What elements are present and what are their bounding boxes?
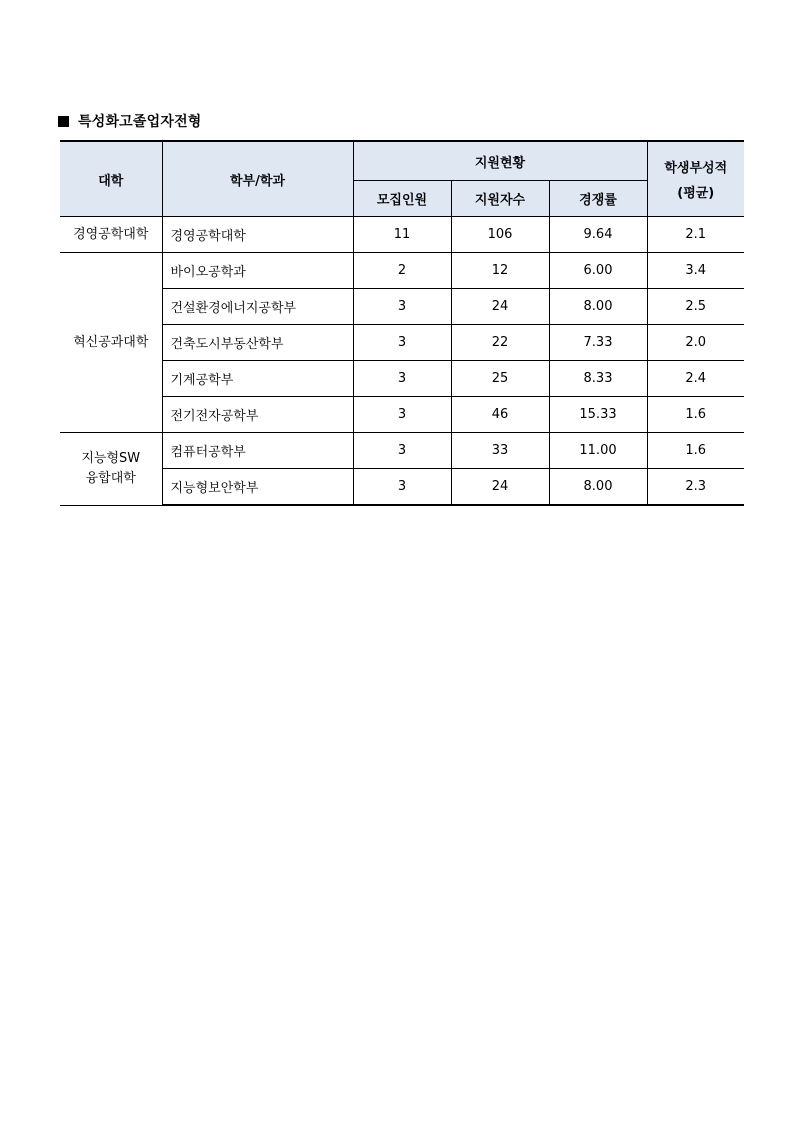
ratio-cell: 8.00 bbox=[549, 289, 647, 325]
college-name-line: 융합대학 bbox=[85, 470, 136, 486]
department-cell: 기계공학부 bbox=[162, 361, 353, 397]
table-row bbox=[60, 361, 744, 397]
header-grade-line2: (평균) bbox=[677, 186, 715, 201]
grade-cell: 1.6 bbox=[647, 433, 744, 469]
header-applicants: 지원자수 bbox=[451, 181, 549, 217]
ratio-cell: 8.33 bbox=[549, 361, 647, 397]
header-grade-line1: 학생부성적 bbox=[664, 161, 728, 176]
college-cell bbox=[60, 433, 162, 506]
quota-cell: 3 bbox=[353, 397, 451, 433]
department-cell: 컴퓨터공학부 bbox=[162, 433, 353, 469]
department-cell: 전기전자공학부 bbox=[162, 397, 353, 433]
quota-cell: 3 bbox=[353, 289, 451, 325]
department-cell: 건설환경에너지공학부 bbox=[162, 289, 353, 325]
table-body bbox=[60, 217, 744, 506]
ratio-cell: 9.64 bbox=[549, 217, 647, 253]
ratio-cell: 7.33 bbox=[549, 325, 647, 361]
table-row bbox=[60, 325, 744, 361]
grade-cell: 2.4 bbox=[647, 361, 744, 397]
applicants-cell: 106 bbox=[451, 217, 549, 253]
section-title bbox=[58, 110, 202, 132]
table-row bbox=[60, 397, 744, 433]
college-name-line: 혁신공과대학 bbox=[73, 334, 149, 350]
college-cell bbox=[60, 253, 162, 433]
header-college: 대학 bbox=[60, 141, 162, 217]
college-name-line: 지능형SW bbox=[81, 450, 141, 466]
header-ratio: 경쟁률 bbox=[549, 181, 647, 217]
quota-cell: 11 bbox=[353, 217, 451, 253]
applicants-cell: 22 bbox=[451, 325, 549, 361]
ratio-cell: 6.00 bbox=[549, 253, 647, 289]
applicants-cell: 24 bbox=[451, 289, 549, 325]
ratio-cell: 11.00 bbox=[549, 433, 647, 469]
header-quota: 모집인원 bbox=[353, 181, 451, 217]
table-row bbox=[60, 433, 744, 469]
quota-cell: 3 bbox=[353, 361, 451, 397]
applicants-cell: 25 bbox=[451, 361, 549, 397]
college-name-line: 경영공학대학 bbox=[73, 226, 149, 242]
quota-cell: 3 bbox=[353, 325, 451, 361]
grade-cell: 2.5 bbox=[647, 289, 744, 325]
department-cell: 건축도시부동산학부 bbox=[162, 325, 353, 361]
section-title-text: 특성화고졸업자전형 bbox=[78, 114, 202, 130]
header-grade bbox=[647, 141, 744, 217]
table-row bbox=[60, 217, 744, 253]
department-cell: 지능형보안학부 bbox=[162, 469, 353, 506]
applicants-cell: 33 bbox=[451, 433, 549, 469]
college-cell bbox=[60, 217, 162, 253]
header-department: 학부/학과 bbox=[162, 141, 353, 217]
applicants-cell: 46 bbox=[451, 397, 549, 433]
quota-cell: 2 bbox=[353, 253, 451, 289]
black-square-icon bbox=[58, 116, 69, 127]
applicants-cell: 24 bbox=[451, 469, 549, 506]
ratio-cell: 8.00 bbox=[549, 469, 647, 506]
grade-cell: 2.3 bbox=[647, 469, 744, 506]
department-cell: 경영공학대학 bbox=[162, 217, 353, 253]
admission-results-table bbox=[60, 140, 744, 506]
header-application-status: 지원현황 bbox=[353, 141, 647, 181]
table-row bbox=[60, 253, 744, 289]
applicants-cell: 12 bbox=[451, 253, 549, 289]
grade-cell: 1.6 bbox=[647, 397, 744, 433]
grade-cell: 2.0 bbox=[647, 325, 744, 361]
table-row bbox=[60, 289, 744, 325]
grade-cell: 2.1 bbox=[647, 217, 744, 253]
grade-cell: 3.4 bbox=[647, 253, 744, 289]
quota-cell: 3 bbox=[353, 433, 451, 469]
quota-cell: 3 bbox=[353, 469, 451, 506]
ratio-cell: 15.33 bbox=[549, 397, 647, 433]
table-row bbox=[60, 469, 744, 506]
department-cell: 바이오공학과 bbox=[162, 253, 353, 289]
